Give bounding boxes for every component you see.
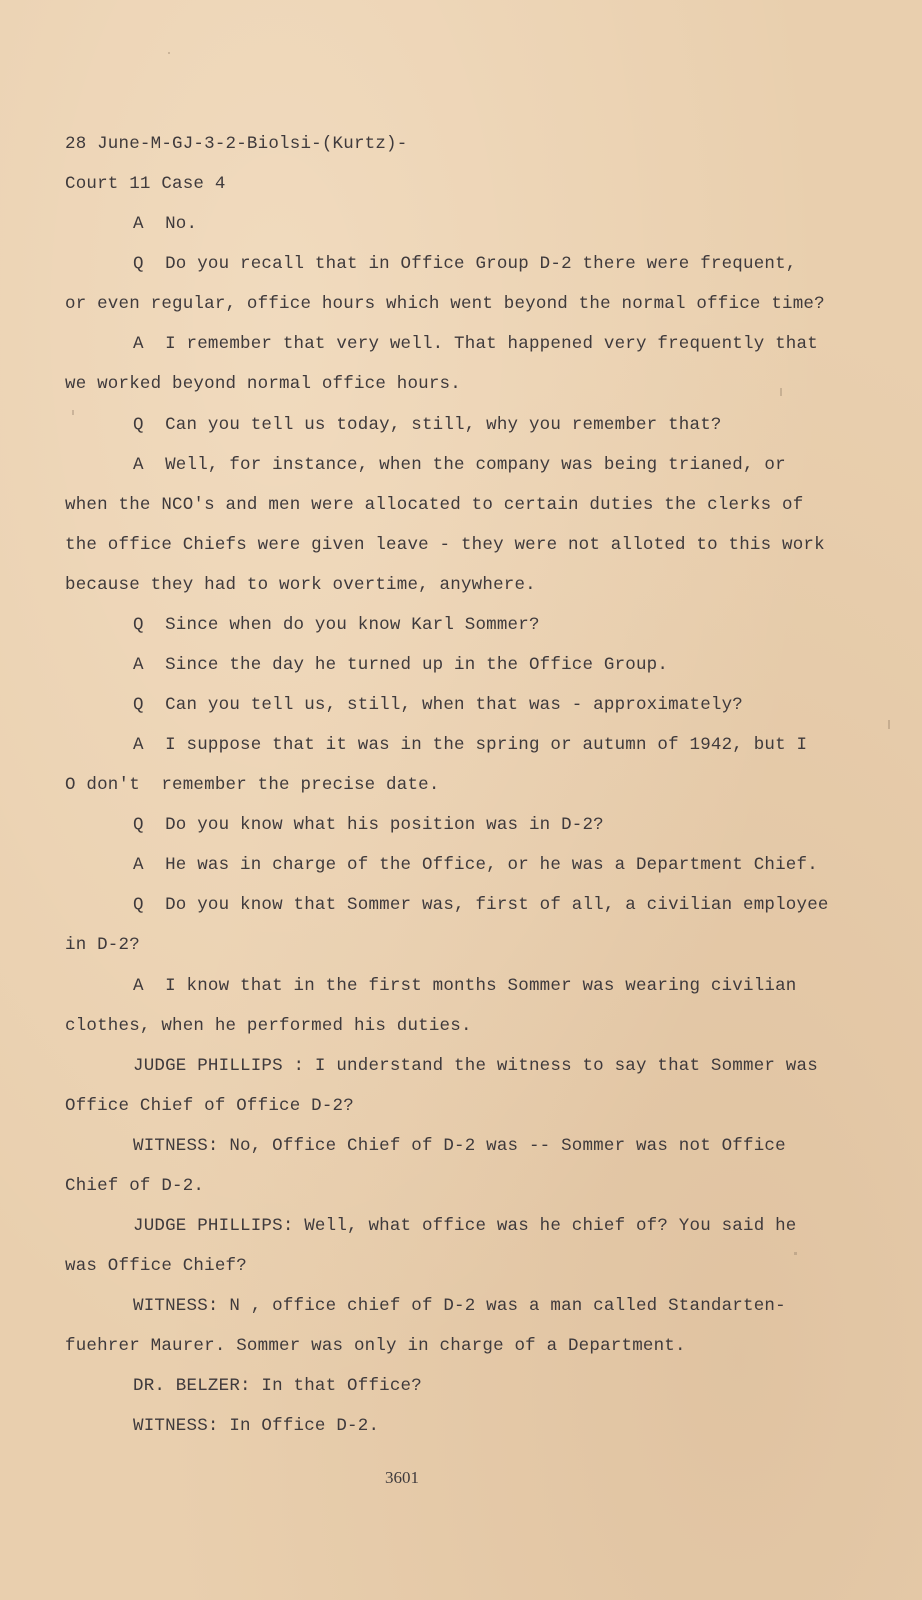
- transcript-line: A I suppose that it was in the spring or autumn of 1942, but I: [133, 735, 808, 755]
- transcript-line: A Well, for instance, when the company was being trianed, or: [133, 455, 786, 475]
- paper-speck: [888, 720, 890, 729]
- transcript-line: WITNESS: No, Office Chief of D-2 was -- Sommer was not Office: [133, 1136, 786, 1156]
- transcript-line: when the NCO's and men were allocated to certain duties the clerks of: [65, 495, 804, 515]
- transcript-line: in D-2?: [65, 935, 140, 955]
- transcript-line: A Since the day he turned up in the Office Group.: [133, 655, 669, 675]
- transcript-line: Q Do you know what his position was in D-2?: [133, 815, 604, 835]
- transcript-line: clothes, when he performed his duties.: [65, 1016, 472, 1036]
- transcript-line: Q Do you know that Sommer was, first of all, a civilian employee: [133, 895, 829, 915]
- page-number: 3601: [385, 1468, 419, 1487]
- transcript-line: JUDGE PHILLIPS: Well, what office was he chief of? You said he: [133, 1216, 797, 1236]
- transcript-line: Chief of D-2.: [65, 1176, 205, 1196]
- transcript-line: A No.: [133, 214, 198, 234]
- transcript-line: Q Can you tell us, still, when that was - approximately?: [133, 695, 743, 715]
- transcript-line: the office Chiefs were given leave - they were not alloted to this work: [65, 535, 825, 555]
- transcript-line: because they had to work overtime, anywhere.: [65, 575, 536, 595]
- transcript-line: A He was in charge of the Office, or he was a Department Chief.: [133, 855, 818, 875]
- paper-speck: [168, 52, 170, 54]
- transcript-line: Q Do you recall that in Office Group D-2 there were frequent,: [133, 254, 797, 274]
- paper-speck: [794, 1252, 797, 1255]
- transcript-line: JUDGE PHILLIPS : I understand the witness to say that Sommer was: [133, 1056, 818, 1076]
- transcript-line: A I know that in the first months Sommer was wearing civilian: [133, 976, 797, 996]
- transcript-line: we worked beyond normal office hours.: [65, 374, 461, 394]
- paper-speck: [72, 410, 74, 415]
- transcript-line: fuehrer Maurer. Sommer was only in charge of a Department.: [65, 1336, 686, 1356]
- transcript-line: Q Since when do you know Karl Sommer?: [133, 615, 540, 635]
- paper-speck: [780, 388, 782, 396]
- transcript-line: WITNESS: N , office chief of D-2 was a man called Standarten-: [133, 1296, 786, 1316]
- transcript-line: Office Chief of Office D-2?: [65, 1096, 354, 1116]
- document-reference: 28 June-M-GJ-3-2-Biolsi-(Kurtz)-: [65, 134, 408, 154]
- transcript-line: DR. BELZER: In that Office?: [133, 1376, 422, 1396]
- transcript-line: O don't remember the precise date.: [65, 775, 440, 795]
- transcript-line: or even regular, office hours which went beyond the normal office time?: [65, 294, 825, 314]
- transcript-line: Q Can you tell us today, still, why you remember that?: [133, 415, 722, 435]
- court-case-label: Court 11 Case 4: [65, 174, 226, 194]
- transcript-line: WITNESS: In Office D-2.: [133, 1416, 380, 1436]
- transcript-line: A I remember that very well. That happened very frequently that: [133, 334, 818, 354]
- transcript-line: was Office Chief?: [65, 1256, 247, 1276]
